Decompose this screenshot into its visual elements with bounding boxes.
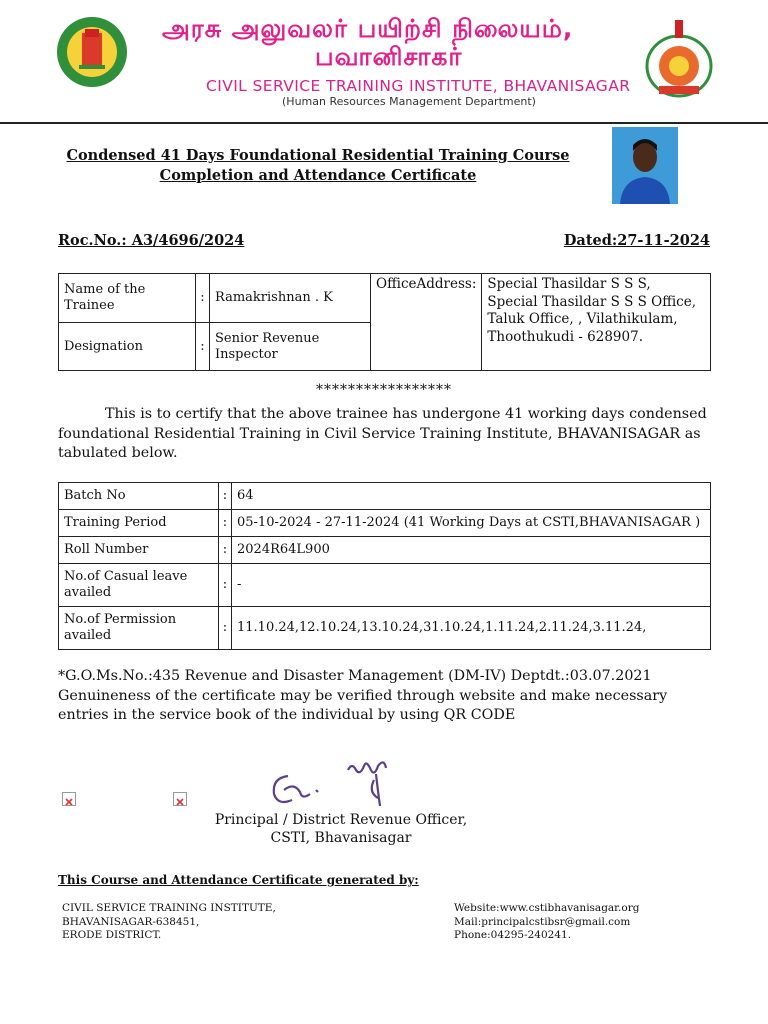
qr-code-image-1 — [62, 792, 76, 806]
footer-address — [62, 902, 276, 943]
website-link[interactable]: Website:www.cstibhavanisagar.org — [454, 902, 640, 914]
batch-value: 64 — [232, 483, 711, 510]
qr-code-image-2 — [173, 792, 187, 806]
signatory-title: Principal / District Revenue Officer, — [214, 812, 468, 828]
training-period-label: Training Period — [59, 510, 219, 537]
footer-contact — [454, 902, 639, 943]
roll-number-label: Roll Number — [59, 537, 219, 564]
training-period-colon: : — [219, 510, 232, 537]
permission-colon: : — [219, 607, 232, 650]
casual-leave-value: - — [232, 564, 711, 607]
name-colon: : — [196, 274, 210, 323]
certification-text — [58, 405, 711, 464]
batch-label: Batch No — [59, 483, 219, 510]
name-label: Name of the Trainee — [59, 274, 196, 323]
designation-colon: : — [196, 323, 210, 371]
address-line1: CIVIL SERVICE TRAINING INSTITUTE, — [62, 902, 276, 914]
certificate-title — [58, 146, 578, 186]
certification-body: This is to certify that the above trainee has undergone 41 working days condensed foundational Residential Training in Civil Service Training Institute, BHAVANISAGAR as tabulated below. — [58, 406, 707, 461]
office-address-label: OfficeAddress: — [371, 274, 482, 371]
title-line1: Condensed 41 Days Foundational Residential Training Course — [66, 147, 570, 164]
tamil-heading-line2: பவானிசாகர் — [315, 42, 463, 71]
separator-stars: ***************** — [316, 382, 452, 398]
casual-leave-colon: : — [219, 564, 232, 607]
verification-note: Genuineness of the certificate may be verified through website and make necessary entries in the service book of the individual by using QR CODE — [58, 687, 668, 723]
casual-leave-label: No.of Casual leave availed — [59, 564, 219, 607]
signatory-place: CSTI, Bhavanisagar — [270, 830, 412, 846]
header-divider — [0, 122, 768, 124]
title-line2: Completion and Attendance Certificate — [159, 167, 477, 184]
roc-number: Roc.No.: A3/4696/2024 — [58, 232, 245, 249]
designation-label: Designation — [59, 323, 196, 371]
department-name: (Human Resources Management Department) — [282, 95, 536, 108]
training-period-value: 05-10-2024 - 27-11-2024 (41 Working Days at CSTI,BHAVANISAGAR ) — [232, 510, 711, 537]
email-link[interactable]: Mail:principalcstibsr@gmail.com — [454, 915, 631, 928]
phone-number: Phone:04295-240241. — [454, 929, 572, 941]
tamil-heading-line1: அரசு அலுவலர் பயிற்சி நிலையம், — [162, 14, 574, 43]
trainee-info-table — [58, 273, 711, 371]
permission-value: 11.10.24,12.10.24,13.10.24,31.10.24,1.11.24,2.11.24,3.11.24, — [232, 607, 711, 650]
roll-number-value: 2024R64L900 — [232, 537, 711, 564]
notes-block — [58, 667, 718, 726]
signatory-block — [170, 811, 512, 847]
certificate-date: Dated:27-11-2024 — [563, 232, 710, 249]
roll-number-colon: : — [219, 537, 232, 564]
address-line3: ERODE DISTRICT. — [62, 929, 162, 941]
designation-value: Senior Revenue Inspector — [210, 323, 371, 371]
go-reference: *G.O.Ms.No.:435 Revenue and Disaster Management (DM-IV) Deptdt.:03.07.2021 — [58, 668, 652, 684]
permission-label: No.of Permission availed — [59, 607, 219, 650]
tamil-nadu-emblem — [55, 15, 129, 89]
name-value: Ramakrishnan . K — [210, 274, 371, 323]
training-details-table — [58, 482, 711, 650]
trainee-photo — [612, 127, 678, 204]
institute-name: CIVIL SERVICE TRAINING INSTITUTE, BHAVANISAGAR — [206, 77, 631, 95]
address-line2: BHAVANISAGAR-638451, — [62, 915, 200, 928]
office-address-value: Special Thasildar S S S, Special Thasildar S S S Office, Taluk Office, , Vilathikulam, Thoothukudi - 628907. — [482, 274, 711, 371]
principal-signature — [266, 756, 396, 812]
batch-colon: : — [219, 483, 232, 510]
csti-emblem — [644, 16, 714, 98]
generated-by-heading: This Course and Attendance Certificate generated by: — [58, 873, 419, 887]
